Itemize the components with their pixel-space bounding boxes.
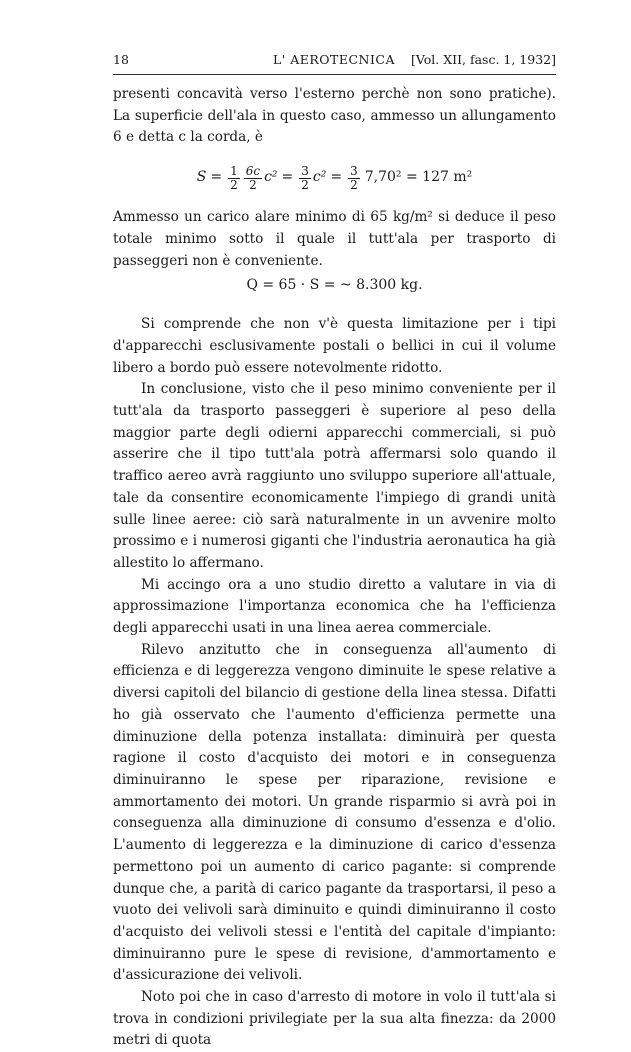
paragraph: Noto poi che in caso d'arresto di motore in volo il tutt'ala si trova in condizioni privilegiate per la sua alta finezza: da 2000 metri di quota bbox=[113, 989, 556, 1049]
equation-total-weight: Q = 65 · S = ~ 8.300 kg. bbox=[246, 277, 423, 294]
volume-info: [Vol. XII, fasc. 1, 1932] bbox=[411, 52, 556, 67]
paragraph: Ammesso un carico alare minimo di 65 kg/m² si deduce il peso totale minimo sotto il quale il tutt'ala per trasporto di passeggeri non è conveniente. bbox=[113, 209, 556, 269]
body-text bbox=[113, 84, 556, 1052]
running-header bbox=[113, 52, 556, 72]
paragraph: Rilevo anzitutto che in conseguenza all'aumento di efficienza e di leggerezza vengono diminuite le spese relative a diversi capitoli del bilancio di gestione della linea stessa. Difatti ho già osservato che l'aumento d'efficienza permette una diminuzione della potenza installata: diminuirà per questa ragione il costo d'acquisto dei motori e in conseguenza diminuiranno le spese per riparazione, revisione e ammortamento dei motori. Un grande risparmio si avrà poi in conseguenza alla diminuzione di consumo d'essenza e d'olio. L'aumento di leggerezza e la diminuzione di carico d'essenza permettono poi un aumento di carico pagante: si comprende dunque che, a parità di carico pagante da trasportarsi, il peso a vuoto dei velivoli sarà diminuito e quindi diminuiranno il costo d'acquisto dei velivoli stessi e l'entità del capitale d'impianto: diminuiranno pure le spese di revisione, d'ammortamento e d'assicurazione dei velivoli. bbox=[113, 641, 556, 984]
paragraph: presenti concavità verso l'esterno perchè non sono pratiche). La superficie dell'ala in questo caso, ammesso un allungamento 6 e detta c la corda, è bbox=[113, 86, 556, 146]
equation-wing-area: S = $\frac{1}{2}$ $\frac{6c}{2}$ c² = $\frac{3}{2}$ c² = $\frac{3}{2}$ 7,70² = 127 m² bbox=[196, 163, 473, 192]
paragraph: Mi accingo ora a uno studio diretto a valutare in via di approssimazione l'importanza economica che ha l'efficienza degli apparecchi usati in una linea aerea commerciale. bbox=[113, 576, 556, 637]
journal-title: L' AEROTECNICA bbox=[273, 52, 396, 67]
paragraph: In conclusione, visto che il peso minimo conveniente per il tutt'ala da trasporto passeggeri è superiore al peso della maggior parte degli odierni apparecchi commerciali, si può asserire che il tipo tutt'ala potrà affermarsi solo quando il traffico aereo avrà raggiunto uno sviluppo superiore all'attuale, tale da consentire economicamente l'impiego di grandi unità sulle linee aeree: ciò sarà naturalmente in un avvenire molto prossimo e i numerosi giganti che l'industria aeronautica ha già allestito lo affermano. bbox=[113, 381, 556, 571]
page-number: 18 bbox=[113, 52, 129, 67]
paragraph: Si comprende che non v'è questa limitazione per i tipi d'apparecchi esclusivamente postali o bellici in cui il volume libero a bordo può essere notevolmente ridotto. bbox=[113, 316, 556, 376]
header-rule bbox=[113, 74, 556, 75]
